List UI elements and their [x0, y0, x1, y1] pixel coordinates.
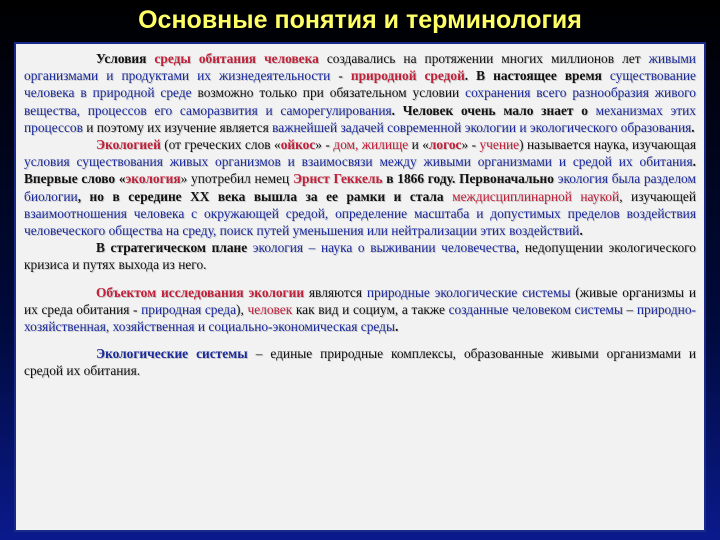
text-segment: в 1866 году. Первоначально — [382, 171, 558, 187]
text-segment: , но в середине XX века вышла за ее рамки и стала — [77, 188, 453, 204]
text-segment: существование человека в природной среде — [24, 68, 696, 101]
text-segment: возможно только при обязательном условии — [191, 85, 466, 101]
paragraph-3 — [24, 239, 696, 273]
text-segment: . Впервые слово « — [24, 154, 696, 187]
text-segment: . В настоящее время — [464, 68, 610, 84]
paragraph-2 — [24, 136, 696, 239]
text-segment: среды обитания человека — [154, 51, 319, 66]
text-segment: являются — [304, 284, 367, 300]
text-segment: . — [394, 319, 399, 335]
text-segment: природно-хозяйственная, хозяйственная и социально-экономическая среды — [24, 301, 696, 335]
text-segment: . — [691, 119, 695, 135]
text-segment: (живые организмы и их среда обитания - — [24, 284, 696, 317]
text-segment: экология была разделом биологии — [24, 171, 696, 204]
text-segment: Экологические системы — [96, 346, 248, 362]
text-segment: ) называется наука, изучающая — [519, 137, 696, 153]
text-segment: ), — [236, 301, 248, 317]
text-segment: важнейшей задачей современной экологии и экологического образования — [272, 119, 692, 135]
paragraph-5 — [24, 345, 696, 379]
text-segment: В стратегическом плане — [96, 240, 253, 256]
text-segment: экология — [125, 171, 181, 187]
text-segment: » употребил немец — [180, 171, 293, 187]
text-segment: экология – наука о выживании человечества — [252, 240, 516, 256]
text-segment: Объектом исследования экологии — [96, 284, 305, 300]
text-segment: Эрнст Геккель — [292, 171, 383, 187]
text-segment: . Человек очень мало знает о — [391, 102, 596, 118]
text-segment: взаимоотношения человека с окружающей средой, определение масштаба и допустимых пределов воздействия человеческого общества на среду, поиск путей уменьшения или нейтрализации этих воздействий — [24, 205, 696, 239]
text-segment: и « — [408, 137, 429, 153]
text-segment: - — [330, 68, 351, 84]
paragraph-1 — [24, 50, 696, 136]
text-segment: условия существования живых организмов и взаимосвязи между живыми организмами и средой их обитания — [24, 154, 693, 170]
text-segment: » - — [315, 137, 334, 153]
text-segment: ойкос — [280, 137, 316, 153]
text-segment: природной средой — [350, 68, 465, 84]
text-segment: . — [579, 223, 583, 239]
text-segment: природная среда — [141, 301, 237, 317]
paragraph-4 — [24, 284, 696, 336]
text-segment: , изучающей — [619, 188, 697, 204]
text-segment: природные экологические системы — [366, 284, 571, 300]
text-segment: живыми организмами и продуктами их жизнедеятельности — [24, 51, 696, 84]
text-segment: создавались на протяжении многих миллионов лет — [318, 51, 649, 66]
text-segment: Условия — [96, 51, 155, 66]
text-segment: » - — [461, 137, 480, 153]
text-segment: и поэтому их изучение является — [82, 119, 273, 135]
text-panel — [14, 42, 706, 532]
paragraph-gap — [24, 274, 696, 284]
text-segment: человек — [247, 301, 293, 317]
text-segment: междисциплинарной наукой — [452, 188, 620, 204]
text-segment: – единые природные комплексы, образованные живыми организмами и средой их обитания. — [24, 346, 696, 379]
text-segment: учение — [479, 137, 520, 153]
text-segment: (от греческих слов « — [160, 137, 281, 153]
slide-title: Основные понятия и терминология — [138, 6, 582, 34]
text-segment: созданные человеком системы — [448, 301, 623, 317]
text-segment: механизмах этих процессов — [24, 102, 696, 135]
text-segment: Экологией — [96, 137, 161, 153]
text-segment: как вид и социум, а также — [292, 301, 449, 317]
paragraph-gap — [24, 335, 696, 345]
text-segment: – — [622, 301, 637, 317]
text-segment: , недопущении экологического кризиса и путях выхода из него. — [24, 240, 696, 273]
text-segment: дом, жилище — [333, 137, 409, 153]
text-segment: сохранения всего разнообразия живого вещества, процессов его саморазвития и саморегулирования — [24, 85, 696, 118]
text-segment: логос — [428, 137, 462, 153]
